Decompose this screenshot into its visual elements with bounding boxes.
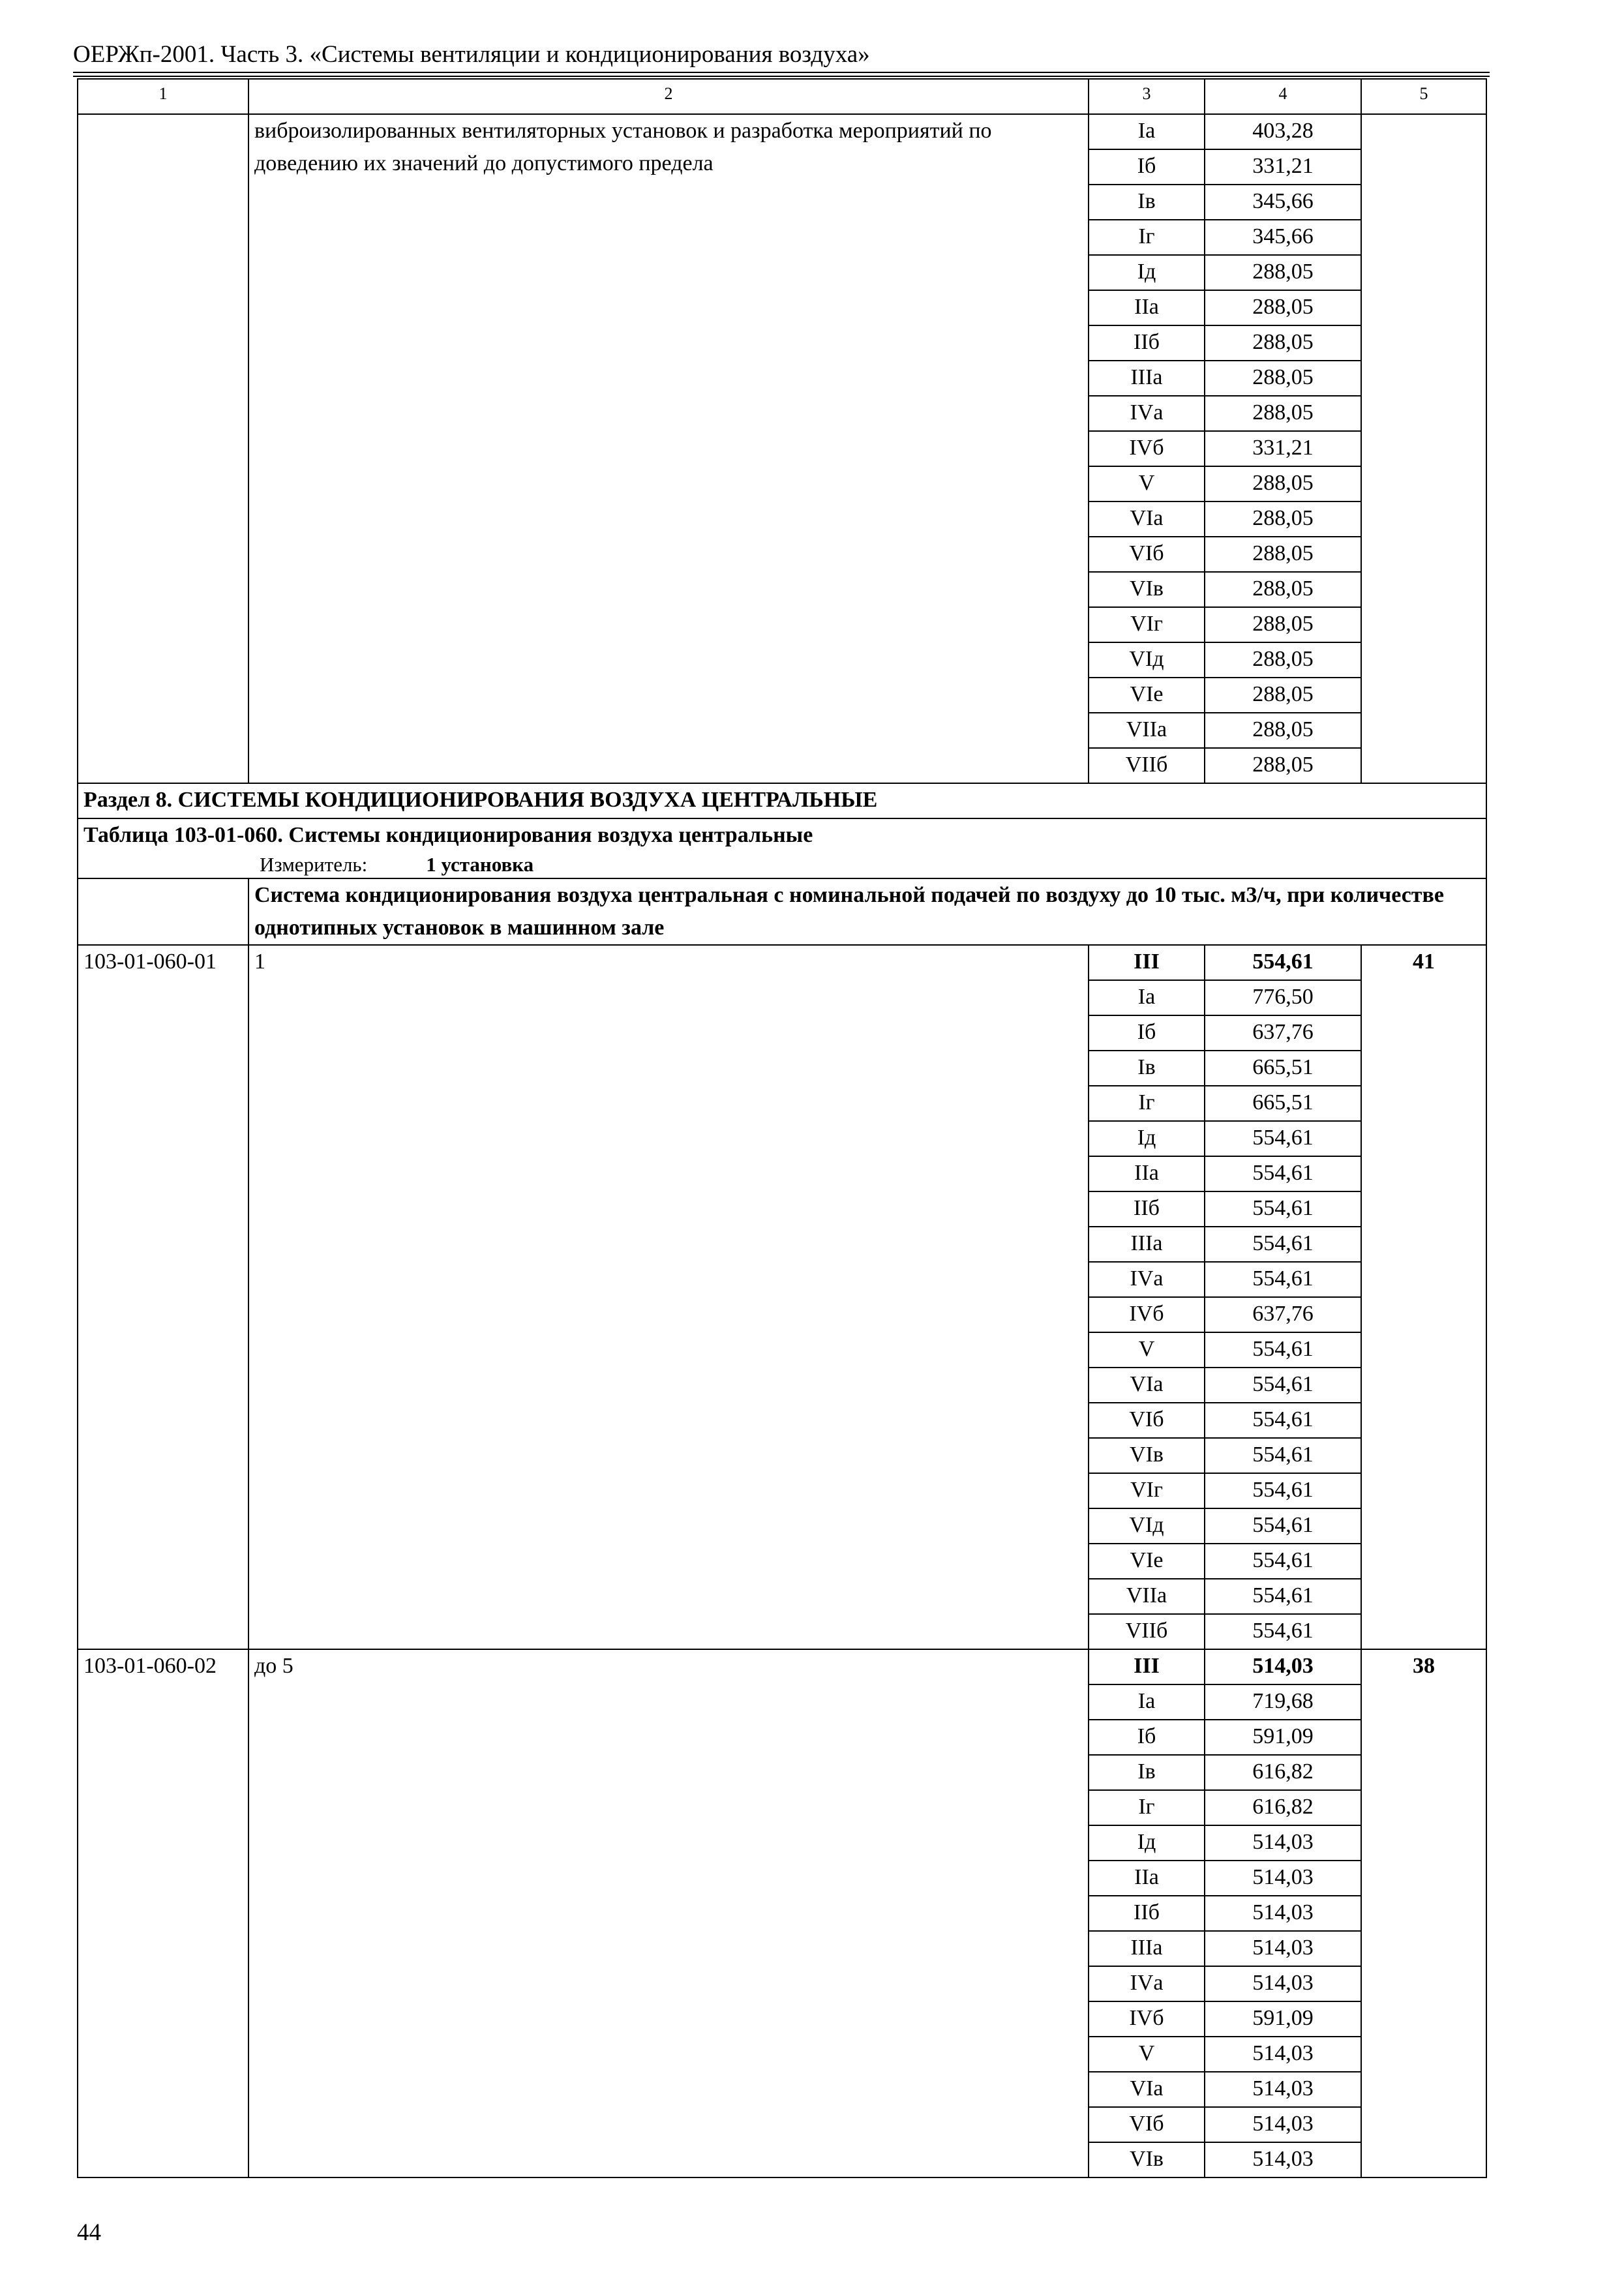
territorial-zone: Iг — [1089, 1790, 1205, 1825]
territorial-zone: IVб — [1089, 431, 1205, 466]
territorial-zone: Iа — [1089, 980, 1205, 1015]
price-value: 776,50 — [1205, 980, 1361, 1015]
price-value: 403,28 — [1205, 114, 1361, 149]
territorial-zone: IVа — [1089, 396, 1205, 431]
price-value: 514,03 — [1205, 2072, 1361, 2107]
territorial-zone: Iд — [1089, 1825, 1205, 1861]
territorial-zone: VIа — [1089, 2072, 1205, 2107]
labor-cost — [1361, 114, 1486, 783]
territorial-zone: VIIб — [1089, 1614, 1205, 1649]
price-value: 665,51 — [1205, 1051, 1361, 1086]
territorial-zone: V — [1089, 1332, 1205, 1368]
price-value: 665,51 — [1205, 1086, 1361, 1121]
territorial-zone: V — [1089, 466, 1205, 501]
item-code-cell — [78, 114, 248, 783]
header-rule — [73, 72, 1490, 73]
price-value: 514,03 — [1205, 2142, 1361, 2177]
territorial-zone: VIе — [1089, 678, 1205, 713]
territorial-zone: IVб — [1089, 1297, 1205, 1332]
price-value: 637,76 — [1205, 1015, 1361, 1051]
price-value: 288,05 — [1205, 537, 1361, 572]
territorial-zone: IVа — [1089, 1966, 1205, 2001]
price-value: 719,68 — [1205, 1684, 1361, 1720]
territorial-zone: IVб — [1089, 2001, 1205, 2037]
price-value: 514,03 — [1205, 1966, 1361, 2001]
territorial-zone: III — [1089, 1649, 1205, 1684]
price-value: 554,61 — [1205, 1368, 1361, 1403]
price-value: 616,82 — [1205, 1790, 1361, 1825]
territorial-zone: IVа — [1089, 1262, 1205, 1297]
rate-row — [78, 1649, 1486, 1684]
price-value: 554,61 — [1205, 1403, 1361, 1438]
price-value: 288,05 — [1205, 466, 1361, 501]
table-title-row — [78, 818, 1486, 878]
item-description: виброизолированных вентиляторных установок и разработка мероприятий по доведению их значений до допустимого предела — [248, 114, 1089, 783]
item-description: до 5 — [248, 1649, 1089, 2177]
price-value: 554,61 — [1205, 1508, 1361, 1544]
territorial-zone: Iд — [1089, 1121, 1205, 1156]
territorial-zone: III — [1089, 945, 1205, 980]
price-value: 554,61 — [1205, 1473, 1361, 1508]
territorial-zone: IIIа — [1089, 361, 1205, 396]
section-row — [78, 783, 1486, 818]
territorial-zone: Iв — [1089, 1051, 1205, 1086]
territorial-zone: Iг — [1089, 1086, 1205, 1121]
price-value: 637,76 — [1205, 1297, 1361, 1332]
meter-value: 1 установка — [426, 853, 534, 876]
territorial-zone: VIIа — [1089, 1579, 1205, 1614]
column-number: 1 — [78, 79, 248, 114]
price-value: 288,05 — [1205, 642, 1361, 678]
price-value: 288,05 — [1205, 572, 1361, 607]
price-value: 554,61 — [1205, 1191, 1361, 1227]
price-value: 554,61 — [1205, 1262, 1361, 1297]
price-value: 288,05 — [1205, 607, 1361, 642]
rates-table-body — [78, 79, 1486, 2177]
territorial-zone: VIв — [1089, 2142, 1205, 2177]
territorial-zone: VIIа — [1089, 713, 1205, 748]
territorial-zone: IIа — [1089, 1156, 1205, 1191]
price-value: 514,03 — [1205, 2107, 1361, 2142]
price-value: 514,03 — [1205, 2037, 1361, 2072]
territorial-zone: Iв — [1089, 1755, 1205, 1790]
territorial-zone: VIв — [1089, 1438, 1205, 1473]
territorial-zone: Iд — [1089, 255, 1205, 290]
territorial-zone: IIIа — [1089, 1931, 1205, 1966]
territorial-zone: IIIа — [1089, 1227, 1205, 1262]
rates-table — [77, 78, 1487, 2178]
group-description: Система кондиционирования воздуха центральная с номинальной подачей по воздуху до 10 тыс. м3/ч, при количестве однотипных установок в машинном зале — [248, 878, 1486, 945]
price-value: 554,61 — [1205, 1579, 1361, 1614]
price-value: 345,66 — [1205, 185, 1361, 220]
price-value: 288,05 — [1205, 501, 1361, 537]
column-number-row — [78, 79, 1486, 114]
price-value: 288,05 — [1205, 748, 1361, 783]
price-value: 514,03 — [1205, 1931, 1361, 1966]
column-number: 4 — [1205, 79, 1361, 114]
territorial-zone: IIб — [1089, 325, 1205, 361]
territorial-zone: Iб — [1089, 1015, 1205, 1051]
price-value: 514,03 — [1205, 1825, 1361, 1861]
price-value: 288,05 — [1205, 396, 1361, 431]
column-number: 3 — [1089, 79, 1205, 114]
labor-cost: 41 — [1361, 945, 1486, 1649]
territorial-zone: Iб — [1089, 149, 1205, 185]
territorial-zone: VIг — [1089, 1473, 1205, 1508]
territorial-zone: VIб — [1089, 1403, 1205, 1438]
territorial-zone: IIб — [1089, 1896, 1205, 1931]
labor-cost: 38 — [1361, 1649, 1486, 2177]
territorial-zone: Iв — [1089, 185, 1205, 220]
column-number: 2 — [248, 79, 1089, 114]
item-code: 103-01-060-01 — [78, 945, 248, 1649]
price-value: 554,61 — [1205, 1438, 1361, 1473]
price-value: 554,61 — [1205, 1614, 1361, 1649]
territorial-zone: Iг — [1089, 220, 1205, 255]
price-value: 288,05 — [1205, 255, 1361, 290]
territorial-zone: Iа — [1089, 1684, 1205, 1720]
column-number: 5 — [1361, 79, 1486, 114]
item-code: 103-01-060-02 — [78, 1649, 248, 2177]
territorial-zone: VIв — [1089, 572, 1205, 607]
meter-label: Измеритель: — [260, 853, 368, 876]
meter-line — [83, 852, 1481, 878]
territorial-zone: IIа — [1089, 1861, 1205, 1896]
territorial-zone: VIб — [1089, 2107, 1205, 2142]
price-value: 345,66 — [1205, 220, 1361, 255]
price-value: 554,61 — [1205, 1227, 1361, 1262]
section-title: Раздел 8. СИСТЕМЫ КОНДИЦИОНИРОВАНИЯ ВОЗДУХА ЦЕНТРАЛЬНЫЕ — [78, 783, 1486, 818]
price-value: 288,05 — [1205, 678, 1361, 713]
item-description: 1 — [248, 945, 1089, 1649]
price-value: 514,03 — [1205, 1896, 1361, 1931]
price-value: 591,09 — [1205, 1720, 1361, 1755]
price-value: 554,61 — [1205, 1544, 1361, 1579]
price-value: 288,05 — [1205, 713, 1361, 748]
territorial-zone: Iа — [1089, 114, 1205, 149]
price-value: 554,61 — [1205, 1121, 1361, 1156]
price-value: 554,61 — [1205, 1332, 1361, 1368]
territorial-zone: VIд — [1089, 642, 1205, 678]
table-title-cell — [78, 818, 1486, 878]
header-rule — [73, 76, 1490, 77]
territorial-zone: V — [1089, 2037, 1205, 2072]
page-number: 44 — [77, 2219, 101, 2246]
price-value: 591,09 — [1205, 2001, 1361, 2037]
price-value: 288,05 — [1205, 361, 1361, 396]
price-value: 288,05 — [1205, 325, 1361, 361]
price-value: 554,61 — [1205, 945, 1361, 980]
page-header-title: ОЕРЖп-2001. Часть 3. «Системы вентиляции и кондиционирования воздуха» — [73, 41, 870, 68]
price-value: 514,03 — [1205, 1861, 1361, 1896]
territorial-zone: VIд — [1089, 1508, 1205, 1544]
group-code-cell — [78, 878, 248, 945]
price-value: 331,21 — [1205, 431, 1361, 466]
group-description-row — [78, 878, 1486, 945]
territorial-zone: Iб — [1089, 1720, 1205, 1755]
territorial-zone: IIб — [1089, 1191, 1205, 1227]
territorial-zone: VIIб — [1089, 748, 1205, 783]
table-title: Таблица 103-01-060. Системы кондиционирования воздуха центральные — [83, 823, 813, 847]
price-value: 331,21 — [1205, 149, 1361, 185]
price-value: 616,82 — [1205, 1755, 1361, 1790]
territorial-zone: IIа — [1089, 290, 1205, 325]
territorial-zone: VIа — [1089, 1368, 1205, 1403]
territorial-zone: VIа — [1089, 501, 1205, 537]
territorial-zone: VIб — [1089, 537, 1205, 572]
price-value: 288,05 — [1205, 290, 1361, 325]
territorial-zone: VIе — [1089, 1544, 1205, 1579]
price-value: 514,03 — [1205, 1649, 1361, 1684]
territorial-zone: VIг — [1089, 607, 1205, 642]
price-value: 554,61 — [1205, 1156, 1361, 1191]
rate-row — [78, 945, 1486, 980]
rate-row — [78, 114, 1486, 149]
